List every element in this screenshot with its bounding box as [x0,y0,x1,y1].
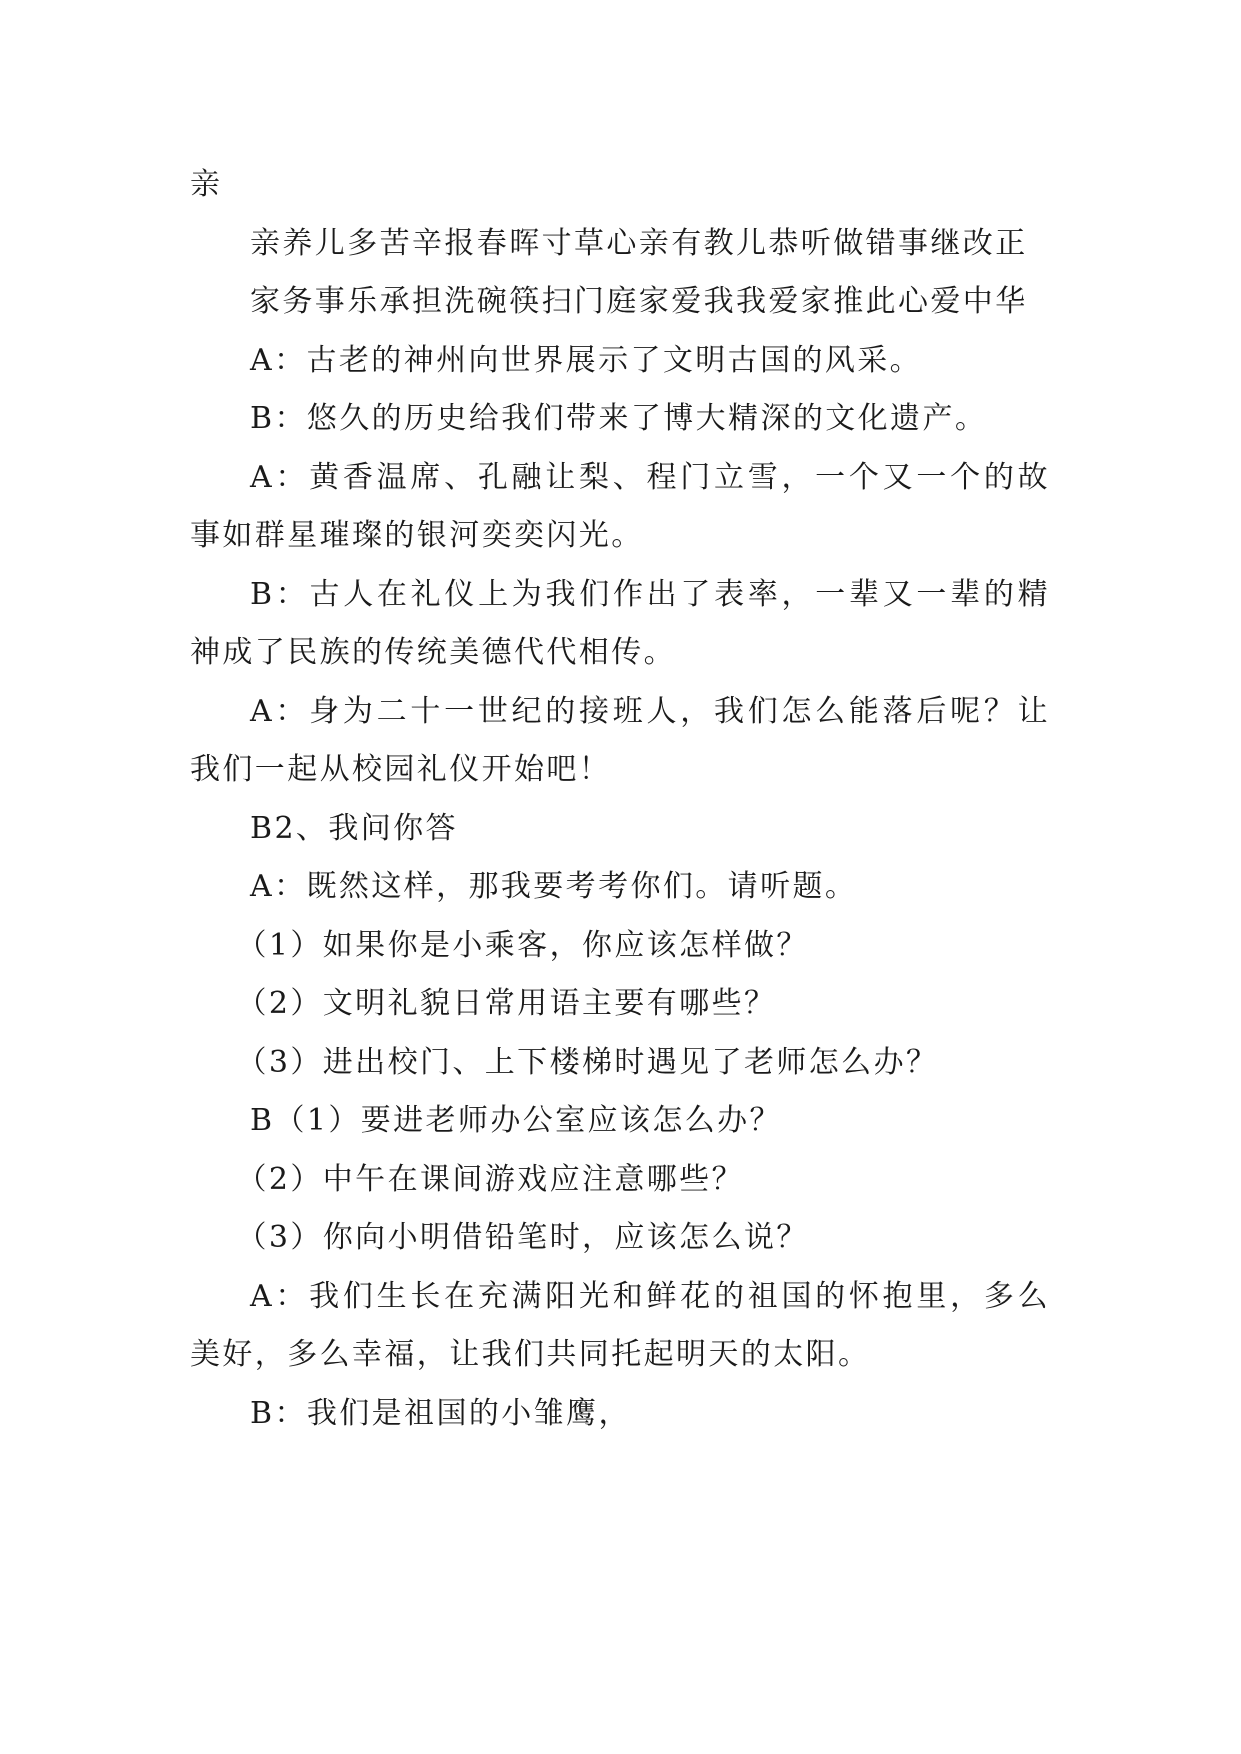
paragraph: 亲 [190,167,223,202]
question-item: （2）文明礼貌日常用语主要有哪些？ [236,986,777,1021]
paragraph: 亲养儿多苦辛报春晖寸草心亲有教儿恭听做错事继改正 [250,225,1028,261]
dialogue-line: A：身为二十一世纪的接班人，我们怎么能落后呢？让我们一起从校园礼仪开始吧！ [190,693,1050,787]
section-heading: B2、我问你答 [250,810,458,846]
dialogue-line: B：我们是祖国的小雏鹰， [250,1395,631,1431]
paragraph: 家务事乐承担洗碗筷扫门庭家爱我我爱家推此心爱中华 [250,284,1028,319]
question-item: （3）你向小明借铅笔时，应该怎么说？ [236,1220,809,1255]
dialogue-line: A：我们生长在充满阳光和鲜花的祖国的怀抱里，多么美好，多么幸福，让我们共同托起明天的太阳。 [190,1278,1050,1372]
question-item: B（1）要进老师办公室应该怎么办？ [250,1103,782,1138]
question-item: （2）中午在课间游戏应注意哪些？ [236,1161,744,1197]
dialogue-line: A：古老的神州向世界展示了文明古国的风采。 [250,342,923,378]
dialogue-line: A：既然这样，那我要考考你们。请听题。 [250,869,858,904]
document-body [190,156,1050,1443]
dialogue-line: A：黄香温席、孔融让梨、程门立雪，一个又一个的故事如群星璀璨的银河奕奕闪光。 [190,459,1050,553]
question-item: （1）如果你是小乘客，你应该怎样做？ [236,927,809,963]
dialogue-line: B：古人在礼仪上为我们作出了表率，一辈又一辈的精神成了民族的传统美德代代相传。 [190,576,1050,670]
question-item: （3）进出校门、上下楼梯时遇见了老师怎么办？ [236,1044,939,1080]
dialogue-line: B：悠久的历史给我们带来了博大精深的文化遗产。 [250,401,988,436]
